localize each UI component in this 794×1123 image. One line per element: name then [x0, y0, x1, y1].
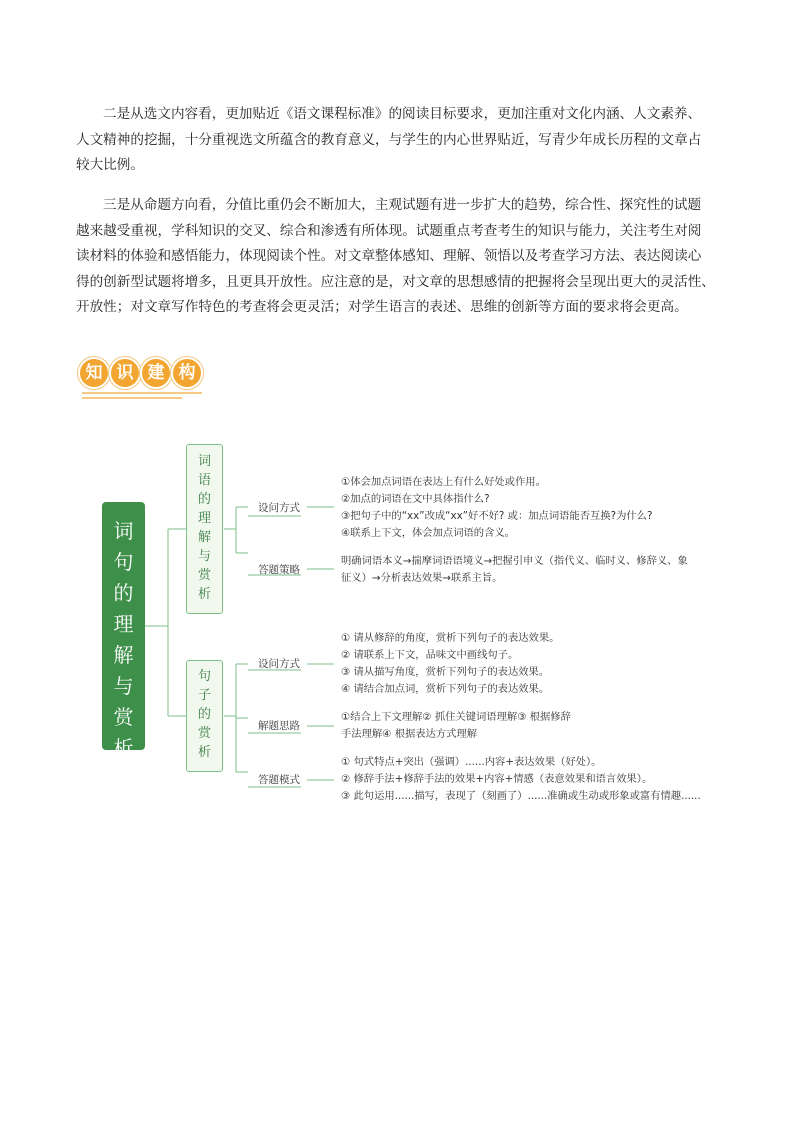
label-answer-strategy: 答题策略: [258, 564, 300, 576]
branch-char: 赏: [197, 568, 211, 583]
label-question-method: 设问方式: [258, 658, 300, 670]
root-char: 析: [113, 736, 134, 760]
root-char: 理: [113, 612, 134, 636]
sentence-pattern-list: [341, 754, 701, 805]
list-item: 明确词语本义→揣摩词语语境义→把握引申义（指代义、临时义、修辞义、象: [341, 555, 688, 567]
root-char: 解: [113, 643, 134, 667]
list-item: ③ 此句运用......描写，表现了（刻画了）......准确或生动或形象或富有情趣......: [341, 790, 701, 802]
list-item: ②加点的词语在文中具体指什么?: [341, 493, 490, 505]
list-item: 征义）→分析表达效果→联系主旨。: [341, 572, 503, 584]
list-item: ① 句式特点+突出（强调）......内容+表达效果（好处）。: [341, 756, 602, 768]
branch-word-node: [186, 444, 223, 614]
label-question-method: 设问方式: [258, 502, 300, 514]
branch-char: 理: [197, 511, 211, 526]
root-char: 与: [113, 674, 134, 698]
list-item: ② 修辞手法+修辞手法的效果+内容+情感（表意效果和语言效果）。: [341, 773, 653, 785]
text-line: 较大比例。: [76, 157, 144, 173]
branch-char: 子: [197, 688, 211, 703]
list-item: ④ 请结合加点词，赏析下列句子的表达效果。: [341, 683, 550, 695]
label-solution-thinking: 解题思路: [258, 720, 300, 732]
text-line: 三是从命题方向看，分值比重仍会不断加大，主观试题有进一步扩大的趋势，综合性、探究性的试题: [103, 197, 702, 213]
branch-char: 的: [197, 707, 211, 722]
list-item: ② 请联系上下文，品味文中画线句子。: [341, 649, 519, 661]
branch-char: 解: [197, 530, 211, 545]
sentence-thinking-text: [341, 709, 571, 743]
text-line: 人文精神的挖掘，十分重视选文所蕴含的教育意义，与学生的内心世界贴近，写青少年成长历程的文章占: [76, 131, 702, 148]
word-question-list: [341, 474, 652, 542]
branch-sentence-node: [186, 660, 223, 772]
list-item: ①结合上下文理解② 抓住关键词语理解③ 根据修辞: [341, 711, 571, 723]
text-line: 得的创新型试题将增多，且更具开放性。应注意的是，对文章的思想感情的把握将会呈现出更大的灵活性、: [76, 273, 715, 290]
word-strategy-text: [341, 553, 688, 587]
text-line: 越来越受重视，学科知识的交叉、综合和渗透有所体现。试题重点考查考生的知识与能力，关注考生对阅: [76, 222, 702, 239]
list-item: ④联系上下文，体会加点词语的含义。: [341, 527, 515, 539]
branch-char: 的: [197, 492, 211, 507]
text-line: 读材料的体验和感悟能力，体现阅读个性。对文章整体感知、理解、领悟以及考查学习方法、表达阅读心: [76, 248, 702, 264]
branch-char: 句: [197, 669, 211, 684]
branch-char: 词: [197, 454, 211, 469]
root-char: 词: [113, 519, 134, 543]
branch-char: 析: [197, 745, 211, 760]
list-item: ① 请从修辞的角度，赏析下列句子的表达效果。: [341, 632, 560, 644]
banner-char: 识: [109, 357, 141, 389]
banner-char: 知: [78, 357, 110, 389]
root-char: 句: [113, 550, 134, 574]
branch-char: 析: [197, 587, 211, 602]
list-item: 手法理解④ 根据表达方式理解: [341, 728, 478, 740]
list-item: ①体会加点词语在表达上有什么好处或作用。: [341, 476, 546, 488]
list-item: ③ 请从描写角度，赏析下列句子的表达效果。: [341, 666, 550, 678]
mindmap-root-node: [102, 502, 145, 760]
sentence-question-list: [341, 630, 559, 698]
banner-char: 建: [140, 357, 172, 389]
banner-char: 构: [171, 357, 203, 389]
label-answer-pattern: 答题模式: [258, 774, 300, 786]
list-item: ③把句子中的“xx”改成“xx”好不好? 或：加点词语能否互换?为什么?: [341, 510, 653, 522]
text-line: 二是从选文内容看，更加贴近《语文课程标准》的阅读目标要求，更加注重对文化内涵、人文素养、: [103, 106, 702, 122]
root-char: 赏: [113, 705, 134, 729]
branch-char: 赏: [197, 726, 211, 741]
branch-char: 语: [197, 473, 211, 488]
text-line: 开放性；对文章写作特色的考查将会更灵活；对学生语言的表述、思维的创新等方面的要求将会更高。: [76, 299, 688, 315]
branch-char: 与: [197, 549, 211, 564]
root-char: 的: [113, 581, 134, 605]
